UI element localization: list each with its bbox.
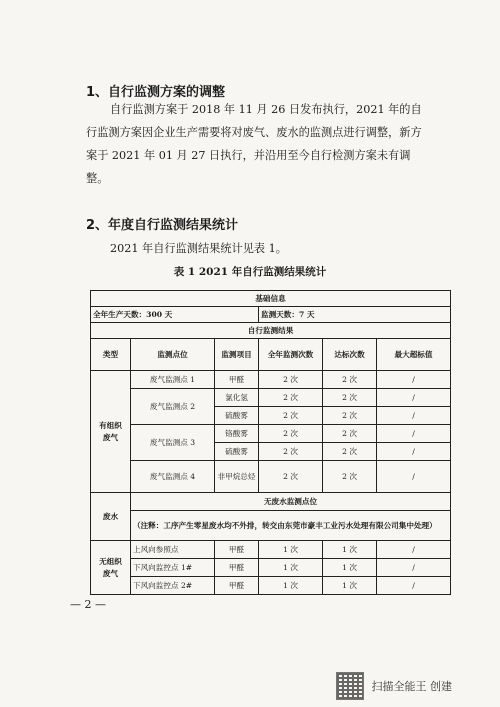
wastewater-note: （注释：工序产生零星废水均不外排，转交由东莞市豪丰工业污水处理有限公司集中处理） [131, 511, 451, 541]
page-number: — 2 — [70, 598, 106, 611]
table-row [91, 577, 451, 595]
pass-cell: 2 次 [323, 407, 377, 425]
max-cell: / [377, 443, 451, 461]
max-cell: / [377, 577, 451, 595]
section1-paragraph: 自行监测方案于 2018 年 11 月 26 日发布执行，2021 年的自行监测方案因企业生产需要将对废气、废水的监测点进行调整，新方案于 2021 年 01 月 27 日执行，并沿用至今自行检测方案未有调整。 [86, 103, 422, 185]
point-cell: 废气监测点 1 [131, 371, 215, 389]
table-row [91, 425, 451, 443]
pass-cell: 2 次 [323, 443, 377, 461]
max-cell: / [377, 541, 451, 559]
item-cell: 氯化氢 [215, 389, 259, 407]
fugitive-type-cell: 无组织废气 [91, 541, 131, 595]
point-cell: 废气监测点 3 [131, 425, 215, 461]
header-pass: 达标次数 [323, 339, 377, 371]
scanner-watermark [336, 672, 453, 700]
max-cell: / [377, 559, 451, 577]
point-cell: 上风向参照点 [131, 541, 215, 559]
max-cell: / [377, 407, 451, 425]
table-row [91, 541, 451, 559]
count-cell: 1 次 [259, 541, 323, 559]
type-cell: 有组织废气 [91, 371, 131, 493]
pass-cell: 2 次 [323, 461, 377, 493]
header-max: 最大超标值 [377, 339, 451, 371]
wastewater-title: 无废水监测点位 [131, 493, 451, 511]
header-type: 类型 [91, 339, 131, 371]
section2-heading: 2、年度自行监测结果统计 [86, 218, 239, 233]
section2-intro: 2021 年自行监测结果统计见表 1。 [110, 242, 287, 255]
qr-code-icon [336, 672, 364, 700]
monitoring-results-table [90, 290, 451, 595]
table-row [91, 371, 451, 389]
table-row [91, 389, 451, 407]
max-cell: / [377, 461, 451, 493]
header-item: 监测项目 [215, 339, 259, 371]
point-cell: 废气监测点 2 [131, 389, 215, 425]
pass-cell: 1 次 [323, 541, 377, 559]
count-cell: 2 次 [259, 371, 323, 389]
item-cell: 甲醛 [215, 541, 259, 559]
item-cell: 硫酸雾 [215, 443, 259, 461]
count-cell: 1 次 [259, 559, 323, 577]
table-row [91, 461, 451, 493]
item-cell: 甲醛 [215, 559, 259, 577]
table-row [91, 559, 451, 577]
count-cell: 2 次 [259, 389, 323, 407]
production-days: 全年生产天数：300 天 [91, 307, 259, 323]
basic-info-header: 基础信息 [91, 291, 451, 307]
max-cell: / [377, 371, 451, 389]
pass-cell: 2 次 [323, 371, 377, 389]
point-cell: 下风向监控点 2# [131, 577, 215, 595]
max-cell: / [377, 389, 451, 407]
count-cell: 2 次 [259, 443, 323, 461]
item-cell: 甲醛 [215, 371, 259, 389]
pass-cell: 1 次 [323, 559, 377, 577]
pass-cell: 2 次 [323, 389, 377, 407]
item-cell: 非甲烷总烃 [215, 461, 259, 493]
item-cell: 铬酸雾 [215, 425, 259, 443]
count-cell: 2 次 [259, 425, 323, 443]
point-cell: 废气监测点 4 [131, 461, 215, 493]
wastewater-type-cell: 废水 [91, 493, 131, 541]
pass-cell: 2 次 [323, 425, 377, 443]
item-cell: 甲醛 [215, 577, 259, 595]
header-point: 监测点位 [131, 339, 215, 371]
monitoring-days: 监测天数：7 天 [259, 307, 451, 323]
section1-heading: 1、自行监测方案的调整 [86, 85, 226, 100]
header-count: 全年监测次数 [259, 339, 323, 371]
count-cell: 2 次 [259, 461, 323, 493]
pass-cell: 1 次 [323, 577, 377, 595]
table-caption: 表 1 2021 年自行监测结果统计 [173, 266, 327, 278]
max-cell: / [377, 425, 451, 443]
count-cell: 1 次 [259, 577, 323, 595]
point-cell: 下风向监控点 1# [131, 559, 215, 577]
results-title: 自行监测结果 [91, 323, 451, 339]
item-cell: 硫酸雾 [215, 407, 259, 425]
watermark-text: 扫描全能王 创建 [371, 680, 452, 693]
count-cell: 2 次 [259, 407, 323, 425]
